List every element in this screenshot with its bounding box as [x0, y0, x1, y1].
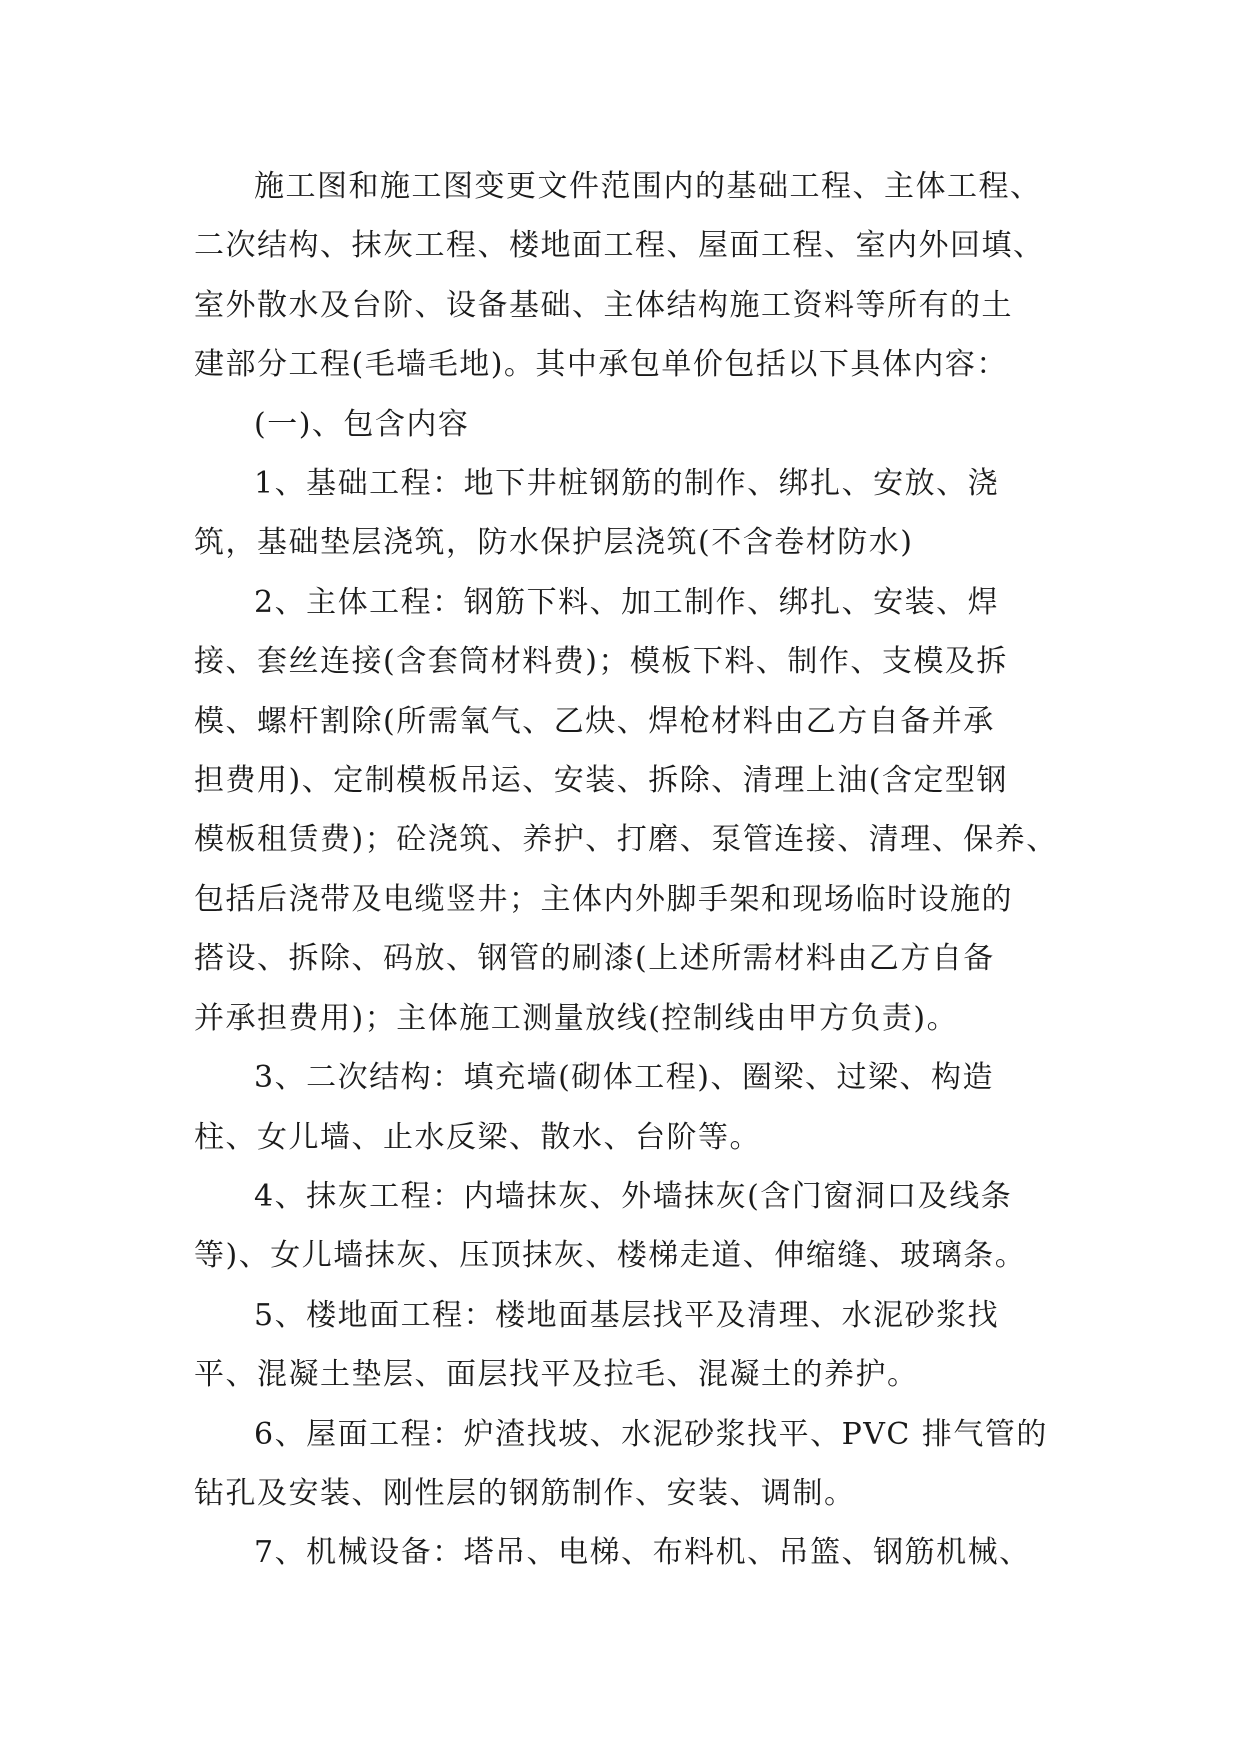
text-line: 7、机械设备：塔吊、电梯、布料机、吊篮、钢筋机械、 [254, 1535, 1031, 1571]
text-line: 钻孔及安装、刚性层的钢筋制作、安装、调制。 [194, 1475, 856, 1511]
text-line: 5、楼地面工程：楼地面基层找平及清理、水泥砂浆找 [254, 1297, 1000, 1333]
text-line: 6、屋面工程：炉渣找坡、水泥砂浆找平、PVC 排气管的 [254, 1416, 1048, 1452]
text-line: 包括后浇带及电缆竖井；主体内外脚手架和现场临时设施的 [194, 881, 1013, 917]
paragraph [194, 157, 1084, 395]
text-line: 2、主体工程：钢筋下料、加工制作、绑扎、安装、焊 [254, 584, 1000, 620]
text-line: 二次结构、抹灰工程、楼地面工程、屋面工程、室内外回填、 [194, 228, 1045, 264]
text-line: 搭设、拆除、码放、钢管的刷漆(上述所需材料由乙方自备 [194, 941, 995, 977]
paragraph [194, 454, 1084, 573]
document-body [194, 157, 1084, 1583]
text-line: 平、混凝土垫层、面层找平及拉毛、混凝土的养护。 [194, 1357, 919, 1393]
text-line: 室外散水及台阶、设备基础、主体结构施工资料等所有的土 [194, 287, 1013, 323]
text-line: 接、套丝连接(含套筒材料费)；模板下料、制作、支模及拆 [194, 644, 1008, 680]
text-line: 柱、女儿墙、止水反梁、散水、台阶等。 [194, 1119, 761, 1155]
paragraph [194, 1405, 1084, 1524]
text-line: 模板租赁费)；砼浇筑、养护、打磨、泵管连接、清理、保养、 [194, 822, 1058, 858]
paragraph [194, 1286, 1084, 1405]
text-line: 4、抹灰工程：内墙抹灰、外墙抹灰(含门窗洞口及线条 [254, 1178, 1013, 1214]
text-line: 筑，基础垫层浇筑，防水保护层浇筑(不含卷材防水) [194, 525, 914, 561]
text-line: 等)、女儿墙抹灰、压顶抹灰、楼梯走道、伸缩缝、玻璃条。 [194, 1238, 1027, 1274]
text-line: 施工图和施工图变更文件范围内的基础工程、主体工程、 [254, 169, 1042, 204]
paragraph [194, 1048, 1084, 1167]
paragraph [194, 1167, 1084, 1286]
text-line: 模、螺杆割除(所需氧气、乙炔、焊枪材料由乙方自备并承 [194, 703, 995, 739]
text-line: 并承担费用)；主体施工测量放线(控制线由甲方负责)。 [194, 1000, 959, 1036]
paragraph [194, 1523, 1084, 1582]
text-line: 担费用)、定制模板吊运、安装、拆除、清理上油(含定型钢 [194, 763, 1008, 799]
text-line: 建部分工程(毛墙毛地)。其中承包单价包括以下具体内容： [194, 347, 1008, 383]
text-line: 3、二次结构：填充墙(砌体工程)、圈梁、过梁、构造 [254, 1060, 994, 1096]
text-line: 1、基础工程：地下井桩钢筋的制作、绑扎、安放、浇 [254, 466, 1000, 502]
paragraph [194, 395, 1084, 454]
paragraph [194, 573, 1084, 1048]
text-line: (一)、包含内容 [254, 406, 470, 442]
